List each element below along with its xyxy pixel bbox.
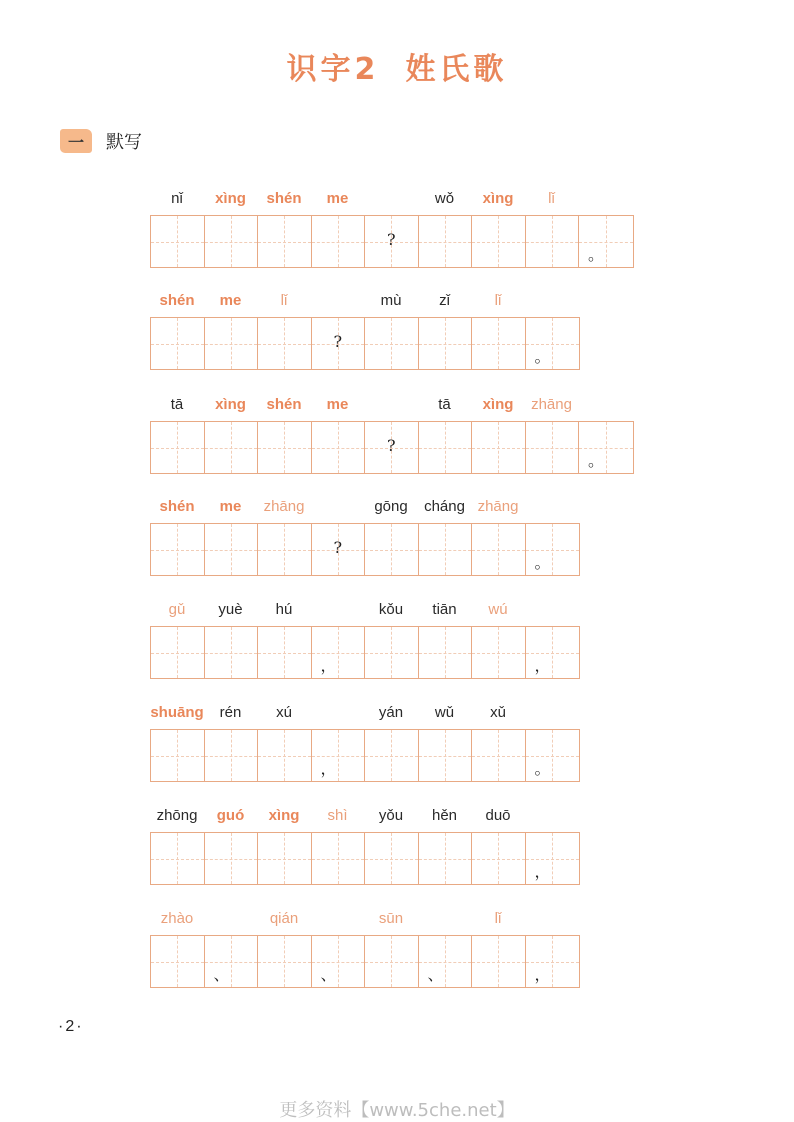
writing-cell[interactable] [419,627,473,678]
pinyin-syllable: wú [488,601,508,618]
writing-cell[interactable] [419,524,473,575]
pinyin-syllable: me [219,292,242,309]
pinyin-syllable: me [326,190,349,207]
writing-cell[interactable] [526,627,580,678]
punctuation-mark: ? [333,332,343,351]
lesson-number: 识字2 [286,52,380,87]
punctuation-mark: 、 [427,965,444,984]
writing-cell[interactable] [579,216,633,267]
pinyin-syllable: lǐ [494,292,502,309]
writing-cell[interactable] [151,422,205,473]
pinyin-syllable: gōng [374,498,408,515]
writing-cell[interactable] [258,216,312,267]
pinyin-syllable: zhāng [263,498,305,515]
writing-cell[interactable] [365,936,419,987]
pinyin-syllable: rén [219,704,242,721]
section-label: 默写 [106,132,142,153]
writing-cell[interactable] [526,422,580,473]
writing-cell[interactable] [365,216,419,267]
pinyin-syllable: lǐ [494,910,502,927]
writing-cell[interactable] [312,627,366,678]
writing-cell[interactable] [419,936,473,987]
pinyin-syllable: gǔ [168,601,186,618]
pinyin-syllable: yuè [218,601,243,618]
pinyin-syllable: zhāng [477,498,519,515]
writing-cell[interactable] [151,627,205,678]
pinyin-syllable: tā [170,396,184,413]
pinyin-syllable: sūn [378,910,404,927]
pinyin-syllable: tā [438,396,451,413]
writing-cell[interactable] [419,216,473,267]
punctuation-mark: ， [534,862,551,881]
section-badge: 一 [60,129,92,153]
writing-cell[interactable] [579,422,633,473]
writing-cell[interactable] [419,833,473,884]
writing-cell[interactable] [258,730,312,781]
writing-cell[interactable] [365,524,419,575]
writing-cell[interactable] [472,936,526,987]
pinyin-syllable: xìng [482,396,514,413]
punctuation-mark: ， [534,656,551,675]
writing-grid [150,317,580,370]
pinyin-syllable: shén [159,292,195,309]
pinyin-syllable: hú [275,601,293,618]
punctuation-mark: 。 [534,347,551,366]
pinyin-syllable: yǒu [378,807,404,824]
punctuation-mark: 。 [588,245,605,264]
pinyin-syllable: me [219,498,242,515]
punctuation-mark: ? [386,436,396,455]
pinyin-syllable: xǔ [490,704,506,721]
writing-cell[interactable] [419,318,473,369]
writing-cell[interactable] [312,216,366,267]
writing-cell[interactable] [312,833,366,884]
writing-cell[interactable] [312,524,366,575]
writing-grid [150,935,580,988]
writing-cell[interactable] [526,216,580,267]
pinyin-syllable: tiān [432,601,457,618]
writing-cell[interactable] [526,936,580,987]
pinyin-syllable: shuāng [150,704,204,721]
writing-grid [150,832,580,885]
writing-cell[interactable] [205,833,259,884]
writing-cell[interactable] [151,524,205,575]
writing-cell[interactable] [472,216,526,267]
pinyin-syllable: shén [266,190,302,207]
page-number: ·2· [58,1018,84,1035]
writing-cell[interactable] [312,730,366,781]
pinyin-syllable: xìng [482,190,514,207]
writing-cell[interactable] [258,936,312,987]
writing-grid [150,523,580,576]
writing-cell[interactable] [205,216,259,267]
writing-cell[interactable] [258,524,312,575]
pinyin-syllable: kǒu [378,601,404,618]
writing-cell[interactable] [419,422,473,473]
writing-cell[interactable] [526,524,580,575]
pinyin-syllable: shì [327,807,348,824]
pinyin-syllable: zhào [160,910,194,927]
pinyin-syllable: zǐ [439,292,450,309]
footer-watermark: 更多资料【www.5che.net】 [279,1100,515,1121]
pinyin-syllable: xìng [268,807,300,824]
writing-cell[interactable] [526,318,580,369]
writing-cell[interactable] [365,730,419,781]
punctuation-mark: 。 [588,451,605,470]
punctuation-mark: ? [386,230,396,249]
pinyin-syllable: wǔ [434,704,455,721]
writing-cell[interactable] [312,318,366,369]
pinyin-syllable: me [326,396,349,413]
pinyin-syllable: guó [216,807,245,824]
writing-grid [150,215,634,268]
writing-cell[interactable] [365,318,419,369]
pinyin-syllable: cháng [424,498,465,515]
writing-cell[interactable] [365,627,419,678]
punctuation-mark: 。 [534,759,551,778]
writing-cell[interactable] [472,627,526,678]
punctuation-mark: ? [333,538,343,557]
writing-cell[interactable] [365,422,419,473]
writing-cell[interactable] [151,833,205,884]
punctuation-mark: 。 [534,553,551,572]
pinyin-syllable: wǒ [434,190,455,207]
page-title [0,44,794,88]
punctuation-mark: ， [320,759,337,778]
punctuation-mark: 、 [213,965,230,984]
writing-cell[interactable] [472,422,526,473]
writing-cell[interactable] [258,318,312,369]
section-header [60,128,142,154]
writing-cell[interactable] [472,730,526,781]
writing-grid [150,421,634,474]
writing-cell[interactable] [205,936,259,987]
pinyin-syllable: yán [378,704,404,721]
writing-cell[interactable] [472,524,526,575]
writing-cell[interactable] [205,730,259,781]
pinyin-syllable: lǐ [280,292,288,309]
pinyin-syllable: duō [485,807,511,824]
writing-cell[interactable] [151,318,205,369]
writing-cell[interactable] [472,833,526,884]
pinyin-syllable: xú [276,704,292,721]
writing-grid [150,729,580,782]
pinyin-syllable: nǐ [171,190,183,207]
pinyin-syllable: zhāng [531,396,572,413]
writing-cell[interactable] [365,833,419,884]
writing-cell[interactable] [151,730,205,781]
pinyin-syllable: qián [269,910,299,927]
pinyin-syllable: shén [266,396,302,413]
writing-cell[interactable] [151,216,205,267]
writing-cell[interactable] [205,422,259,473]
writing-cell[interactable] [419,730,473,781]
writing-cell[interactable] [312,936,366,987]
pinyin-syllable: zhōng [156,807,198,824]
punctuation-mark: ， [534,965,551,984]
writing-cell[interactable] [258,422,312,473]
writing-cell[interactable] [205,318,259,369]
pinyin-syllable: xìng [215,190,246,207]
pinyin-syllable: lǐ [548,190,555,207]
writing-cell[interactable] [205,627,259,678]
writing-cell[interactable] [526,833,580,884]
writing-cell[interactable] [151,936,205,987]
punctuation-mark: ， [320,656,337,675]
pinyin-syllable: xìng [215,396,246,413]
writing-cell[interactable] [258,627,312,678]
writing-cell[interactable] [205,524,259,575]
writing-grid [150,626,580,679]
lesson-name: 姓氏歌 [405,52,508,87]
pinyin-syllable: mù [380,292,402,309]
writing-cell[interactable] [472,318,526,369]
pinyin-syllable: shén [159,498,195,515]
writing-cell[interactable] [526,730,580,781]
writing-cell[interactable] [312,422,366,473]
pinyin-syllable: hěn [431,807,458,824]
punctuation-mark: 、 [320,965,337,984]
writing-cell[interactable] [258,833,312,884]
